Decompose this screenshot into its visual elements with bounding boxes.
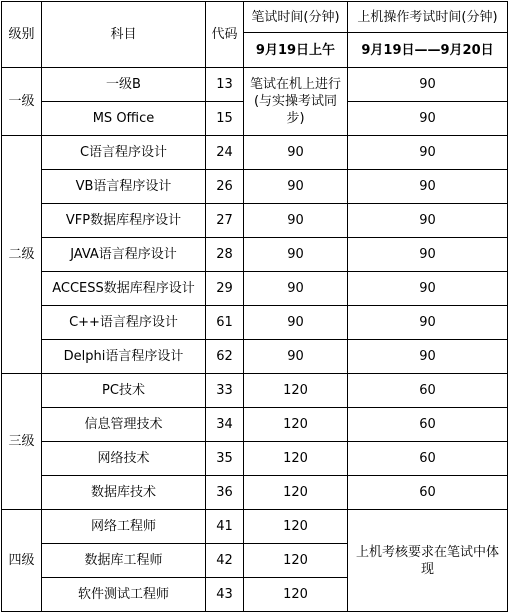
- machine-time-cell: 90: [348, 272, 508, 306]
- header-written-date: 9月19日上午: [244, 33, 348, 68]
- code-cell: 42: [206, 544, 244, 578]
- level-cell: 二级: [2, 136, 42, 374]
- machine-time-cell: 90: [348, 306, 508, 340]
- machine-time-cell: 60: [348, 476, 508, 510]
- subject-cell: 软件测试工程师: [42, 578, 206, 612]
- subject-cell: 数据库工程师: [42, 544, 206, 578]
- code-cell: 43: [206, 578, 244, 612]
- level-cell: 三级: [2, 374, 42, 510]
- written-time-cell: 90: [244, 204, 348, 238]
- machine-time-cell: 90: [348, 102, 508, 136]
- code-cell: 29: [206, 272, 244, 306]
- subject-cell: 一级B: [42, 68, 206, 102]
- subject-cell: 网络技术: [42, 442, 206, 476]
- written-time-cell: 120: [244, 408, 348, 442]
- written-time-cell: 120: [244, 578, 348, 612]
- code-cell: 33: [206, 374, 244, 408]
- code-cell: 15: [206, 102, 244, 136]
- subject-cell: 信息管理技术: [42, 408, 206, 442]
- exam-schedule-table: [1, 1, 508, 612]
- machine-time-cell: 90: [348, 204, 508, 238]
- machine-time-cell: 90: [348, 238, 508, 272]
- machine-time-cell: 60: [348, 374, 508, 408]
- header-code: 代码: [206, 2, 244, 68]
- written-time-cell: 90: [244, 136, 348, 170]
- subject-cell: C++语言程序设计: [42, 306, 206, 340]
- code-cell: 27: [206, 204, 244, 238]
- code-cell: 36: [206, 476, 244, 510]
- machine-merged-cell: 上机考核要求在笔试中体现: [348, 510, 508, 612]
- subject-cell: VFP数据库程序设计: [42, 204, 206, 238]
- subject-cell: PC技术: [42, 374, 206, 408]
- code-cell: 24: [206, 136, 244, 170]
- written-time-cell: 120: [244, 374, 348, 408]
- subject-cell: ACCESS数据库程序设计: [42, 272, 206, 306]
- machine-time-cell: 90: [348, 170, 508, 204]
- code-cell: 28: [206, 238, 244, 272]
- subject-cell: 网络工程师: [42, 510, 206, 544]
- subject-cell: VB语言程序设计: [42, 170, 206, 204]
- machine-time-cell: 90: [348, 68, 508, 102]
- written-time-cell: 90: [244, 272, 348, 306]
- subject-cell: JAVA语言程序设计: [42, 238, 206, 272]
- written-time-cell: 120: [244, 476, 348, 510]
- written-time-cell: 120: [244, 544, 348, 578]
- header-subject: 科目: [42, 2, 206, 68]
- machine-time-cell: 60: [348, 442, 508, 476]
- written-time-cell: 90: [244, 170, 348, 204]
- written-time-cell: 120: [244, 442, 348, 476]
- subject-cell: MS Office: [42, 102, 206, 136]
- header-written-time: 笔试时间(分钟): [244, 2, 348, 33]
- header-machine-time: 上机操作考试时间(分钟): [348, 2, 508, 33]
- code-cell: 34: [206, 408, 244, 442]
- written-time-cell: 90: [244, 340, 348, 374]
- level-cell: 四级: [2, 510, 42, 612]
- written-time-cell: 90: [244, 306, 348, 340]
- subject-cell: Delphi语言程序设计: [42, 340, 206, 374]
- subject-cell: C语言程序设计: [42, 136, 206, 170]
- code-cell: 61: [206, 306, 244, 340]
- code-cell: 35: [206, 442, 244, 476]
- machine-time-cell: 90: [348, 340, 508, 374]
- code-cell: 62: [206, 340, 244, 374]
- code-cell: 41: [206, 510, 244, 544]
- machine-time-cell: 60: [348, 408, 508, 442]
- written-time-cell: 90: [244, 238, 348, 272]
- machine-time-cell: 90: [348, 136, 508, 170]
- code-cell: 13: [206, 68, 244, 102]
- header-machine-date: 9月19日——9月20日: [348, 33, 508, 68]
- written-merged-cell: 笔试在机上进行(与实操考试同步): [244, 68, 348, 136]
- code-cell: 26: [206, 170, 244, 204]
- subject-cell: 数据库技术: [42, 476, 206, 510]
- written-time-cell: 120: [244, 510, 348, 544]
- level-cell: 一级: [2, 68, 42, 136]
- header-level: 级别: [2, 2, 42, 68]
